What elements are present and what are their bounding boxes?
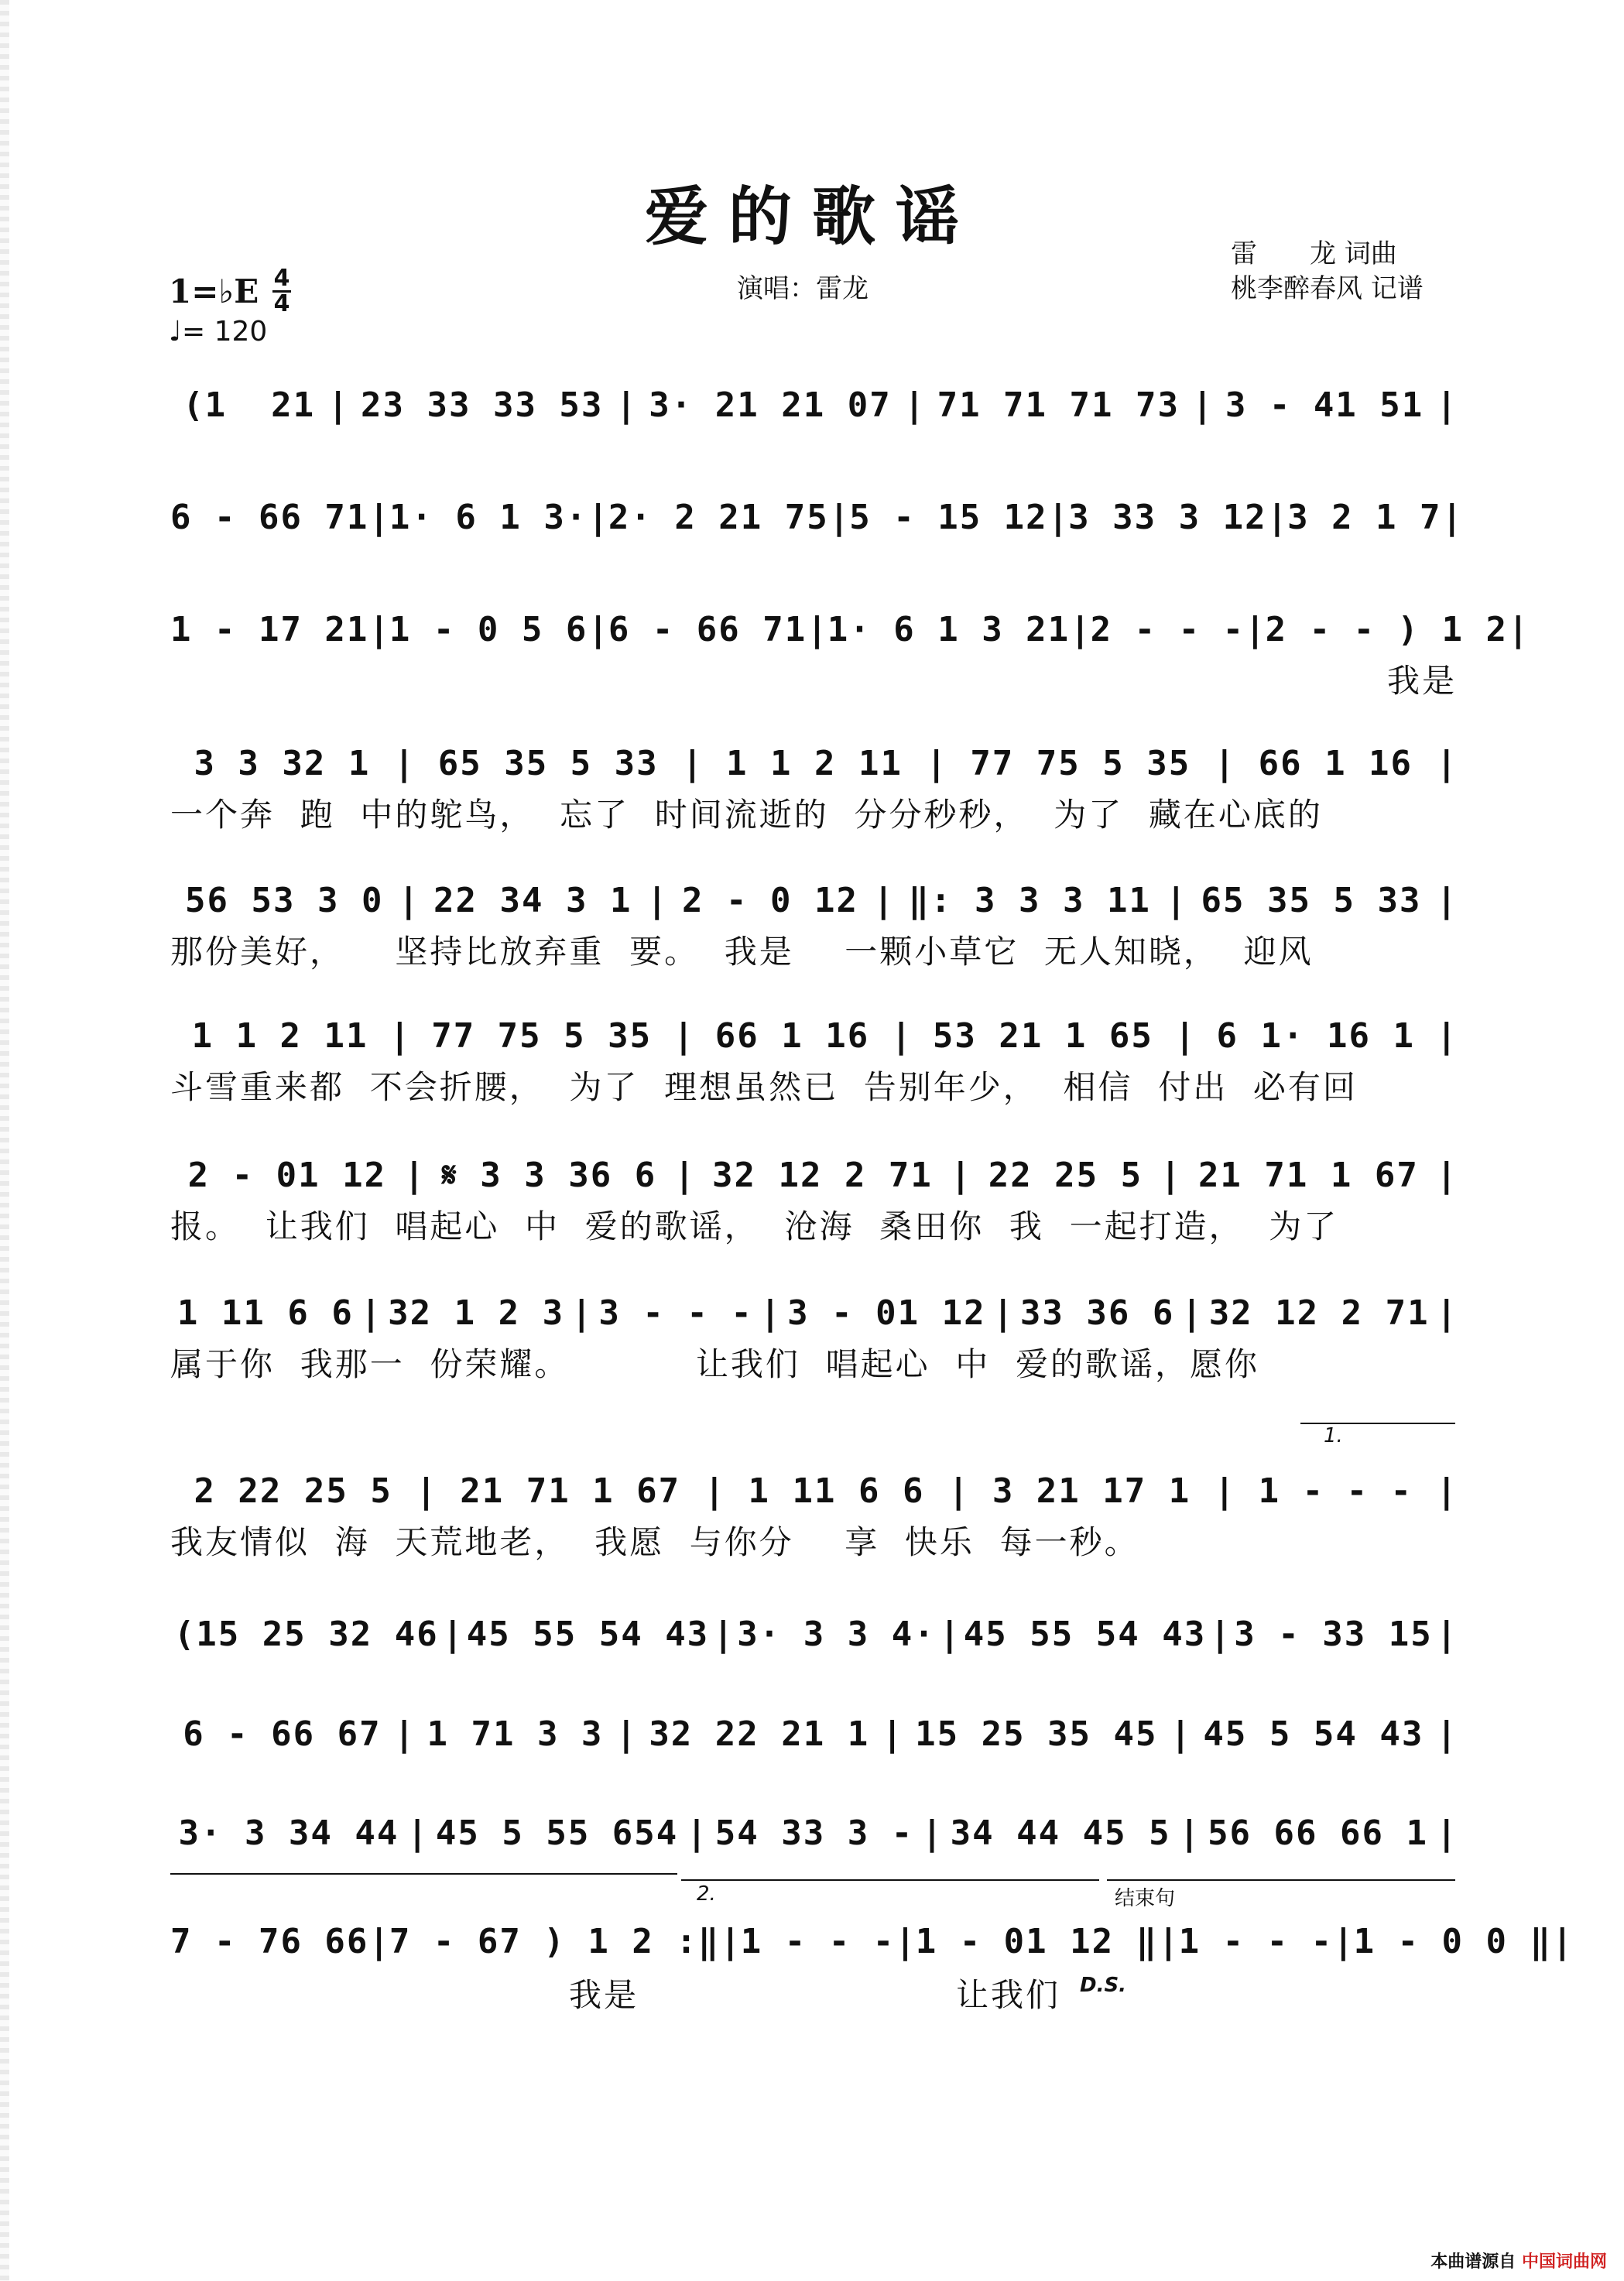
left-watermark-strip bbox=[0, 0, 9, 2281]
barline: | bbox=[1441, 497, 1463, 537]
barline: | bbox=[1333, 1921, 1354, 1961]
measure: 6 - 66 71 bbox=[608, 609, 807, 649]
measure: 1 - - - bbox=[1178, 1921, 1334, 1961]
barline: | bbox=[416, 1471, 437, 1511]
barline: | bbox=[1436, 880, 1457, 920]
barline: | bbox=[398, 880, 419, 920]
notation-system bbox=[170, 1291, 1457, 1334]
measure: 2· 2 21 75 bbox=[608, 497, 829, 537]
barline: | bbox=[393, 1714, 415, 1754]
barline: | bbox=[926, 743, 947, 783]
barline: | bbox=[1436, 1155, 1457, 1195]
volta-2-label: 2. bbox=[697, 1882, 716, 1906]
barline: | bbox=[615, 1714, 637, 1754]
barline: | bbox=[1214, 1471, 1235, 1511]
barline: | bbox=[673, 1015, 694, 1056]
lyric-line: 属于你 我那一 份荣耀。 让我们 唱起心 中 爱的歌谣，愿你 bbox=[170, 1345, 1260, 1383]
notation-system bbox=[170, 495, 1463, 539]
source-footer bbox=[1430, 2248, 1607, 2272]
measure: 5 - 15 12 bbox=[849, 497, 1048, 537]
barline: | bbox=[759, 1293, 781, 1333]
measure: 45 5 54 43 bbox=[1203, 1714, 1424, 1754]
ending-label: 结束句 bbox=[1115, 1887, 1176, 1910]
barline: | bbox=[442, 1614, 463, 1654]
barline: | bbox=[1181, 1293, 1202, 1333]
measure: 77 75 5 35 bbox=[431, 1015, 653, 1056]
lyric-line: 那份美好， 坚持比放弃重 要。 我是 一颗小草它 无人知晓， 迎风 bbox=[170, 933, 1314, 971]
notation-system bbox=[170, 878, 1457, 922]
transcriber-credit: 桃李醉春风 记谱 bbox=[1231, 273, 1424, 304]
singer-credit: 演唱：雷龙 bbox=[737, 273, 869, 304]
time-top: 4 bbox=[273, 265, 290, 292]
barline: | bbox=[368, 1921, 389, 1961]
song-title: 爱的歌谣 bbox=[644, 180, 979, 254]
barline: | bbox=[389, 1015, 410, 1056]
barline: | bbox=[1436, 743, 1457, 783]
dal-segno-mark: D.S. bbox=[1080, 1974, 1127, 1997]
barline: | bbox=[403, 1155, 425, 1195]
barline: | bbox=[873, 880, 894, 920]
measure: 1 11 6 6 bbox=[748, 1471, 925, 1511]
lyric-line: 报。 让我们 唱起心 中 爱的歌谣， 沧海 桑田你 我 一起打造， 为了 bbox=[170, 1207, 1339, 1245]
measure: 32 12 2 71 bbox=[712, 1155, 933, 1195]
lyric-line: 我友情似 海 天荒地老， 我愿 与你分 享 快乐 每一秒。 bbox=[170, 1523, 1139, 1561]
measure: 3 - 41 51 bbox=[1225, 385, 1424, 425]
lyric-line: 斗雪重来都 不会折腰， 为了 理想虽然已 告别年少， 相信 付出 必有回 bbox=[170, 1068, 1358, 1106]
measure: 1 71 3 3 bbox=[427, 1714, 604, 1754]
measure: 6 1· 16 1 bbox=[1216, 1015, 1415, 1056]
measure: 1 - 0 5 6 bbox=[389, 609, 588, 649]
measure: 2 - 0 12 bbox=[682, 880, 858, 920]
measure: 66 1 16 bbox=[1258, 743, 1413, 783]
measure: 54 33 3 - bbox=[714, 1813, 914, 1853]
measure: 71 71 71 73 bbox=[937, 385, 1180, 425]
measure: 1 - 17 21 bbox=[170, 609, 369, 649]
barline: | bbox=[1047, 497, 1069, 537]
lyric-line: 一个奔 跑 中的鸵鸟， 忘了 时间流逝的 分分秒秒， 为了 藏在心底的 bbox=[170, 796, 1323, 834]
barline: | bbox=[921, 1813, 943, 1853]
measure: 65 35 5 33 bbox=[1201, 880, 1422, 920]
measure: 45 55 54 43 bbox=[466, 1614, 710, 1654]
measure: 23 33 33 53 bbox=[361, 385, 604, 425]
measure: 33 36 6 bbox=[1019, 1293, 1175, 1333]
barline: | bbox=[1174, 1015, 1195, 1056]
barline: | bbox=[890, 1015, 912, 1056]
measure: 32 12 2 71 bbox=[1208, 1293, 1430, 1333]
barline: | bbox=[686, 1813, 708, 1853]
measure: 6 - 66 71 bbox=[170, 497, 369, 537]
barline: | bbox=[1436, 1471, 1457, 1511]
barline: | bbox=[950, 1155, 971, 1195]
measure: 1 1 2 11 bbox=[191, 1015, 368, 1056]
measure: 𝄋 3 3 36 6 bbox=[441, 1155, 657, 1195]
notation-system bbox=[170, 608, 1529, 651]
notation-system bbox=[170, 1712, 1457, 1755]
barline: | bbox=[1214, 743, 1235, 783]
barline: | bbox=[1508, 609, 1529, 649]
measure: 1 - 0 0 ‖ bbox=[1353, 1921, 1552, 1961]
barline: | bbox=[1436, 1614, 1458, 1654]
measure: 1 1 2 11 bbox=[726, 743, 903, 783]
lyricist-credit: 雷 龙 词曲 bbox=[1231, 238, 1397, 269]
barline: | bbox=[571, 1293, 592, 1333]
measure: 32 1 2 3 bbox=[388, 1293, 565, 1333]
measure: 7 - 76 66 bbox=[170, 1921, 369, 1961]
notation-system bbox=[170, 1469, 1457, 1512]
barline: | bbox=[947, 1471, 969, 1511]
barline: | bbox=[1179, 1813, 1200, 1853]
notation-system bbox=[170, 383, 1457, 426]
barline: | bbox=[1436, 1714, 1458, 1754]
notation-system bbox=[170, 1612, 1457, 1656]
measure: 45 55 54 43 bbox=[963, 1614, 1207, 1654]
measure: 77 75 5 35 bbox=[970, 743, 1191, 783]
barline: | bbox=[588, 609, 608, 649]
footer-source: 本曲谱源自 bbox=[1430, 2252, 1516, 2272]
measure: 22 34 3 1 bbox=[433, 880, 632, 920]
barline: | bbox=[1210, 1614, 1231, 1654]
barline: | bbox=[1436, 1015, 1458, 1056]
measure: 3 2 1 7 bbox=[1287, 497, 1442, 537]
measure: 1 11 6 6 bbox=[176, 1293, 354, 1333]
measure: 15 25 35 45 bbox=[915, 1714, 1158, 1754]
measure: 2 - 01 12 bbox=[187, 1155, 387, 1195]
ending-bracket bbox=[1107, 1879, 1455, 1881]
barline: | bbox=[682, 743, 703, 783]
barline: | bbox=[368, 497, 389, 537]
volta-1-label: 1. bbox=[1324, 1424, 1343, 1447]
measure: 3 - 01 12 bbox=[787, 1293, 986, 1333]
measure: 21 71 1 67 bbox=[1197, 1155, 1419, 1195]
barline: | bbox=[704, 1471, 725, 1511]
volta-2-bracket bbox=[681, 1879, 1099, 1881]
measure: (1 21 bbox=[183, 385, 316, 425]
barline: | bbox=[1170, 1714, 1191, 1754]
measure: 3· 3 3 4· bbox=[737, 1614, 936, 1654]
final-lyric-b: 让我们 bbox=[956, 1976, 1061, 2014]
measure: 66 1 16 bbox=[714, 1015, 870, 1056]
notation-system bbox=[170, 741, 1457, 785]
barline: | bbox=[360, 1293, 382, 1333]
barline: | bbox=[1158, 1921, 1179, 1961]
barline: | bbox=[615, 385, 637, 425]
measure: 56 53 3 0 bbox=[185, 880, 384, 920]
measure: 21 71 1 67 bbox=[460, 1471, 681, 1511]
measure: 7 - 67 ) 1 2 :‖ bbox=[389, 1921, 721, 1961]
barline: | bbox=[327, 385, 348, 425]
barline: | bbox=[393, 743, 415, 783]
measure: 53 21 1 65 bbox=[932, 1015, 1153, 1056]
barline: | bbox=[1436, 1293, 1458, 1333]
tempo-mark: ♩= 120 bbox=[169, 316, 268, 348]
measure: 3· 3 34 44 bbox=[178, 1813, 399, 1853]
barline: | bbox=[903, 385, 925, 425]
measure: 3 - 33 15 bbox=[1234, 1614, 1433, 1654]
key-signature: 1=♭E bbox=[169, 272, 259, 310]
barline: | bbox=[588, 497, 608, 537]
barline: | bbox=[406, 1813, 428, 1853]
barline: | bbox=[646, 880, 667, 920]
barline: | bbox=[1070, 609, 1091, 649]
barline: | bbox=[939, 1614, 960, 1654]
measure: (15 25 32 46 bbox=[173, 1614, 439, 1654]
measure: 3· 21 21 07 bbox=[649, 385, 892, 425]
measure: 2 - - - bbox=[1090, 609, 1245, 649]
measure: 32 22 21 1 bbox=[649, 1714, 870, 1754]
notation-system bbox=[170, 1920, 1573, 1963]
barline: | bbox=[1436, 1813, 1457, 1853]
measure: 65 35 5 33 bbox=[437, 743, 659, 783]
footer-site: 中国词曲网 bbox=[1521, 2252, 1607, 2272]
barline: | bbox=[1266, 497, 1288, 537]
measure: 56 66 66 1 bbox=[1208, 1813, 1428, 1853]
measure: 34 44 45 5 bbox=[950, 1813, 1171, 1853]
measure: 1· 6 1 3· bbox=[389, 497, 588, 537]
barline: | bbox=[1551, 1921, 1573, 1961]
barline: | bbox=[882, 1714, 903, 1754]
barline: | bbox=[1165, 880, 1187, 920]
barline: | bbox=[368, 609, 389, 649]
notation-system bbox=[170, 1153, 1457, 1197]
barline: | bbox=[1436, 385, 1457, 425]
measure: 3 - - - bbox=[598, 1293, 753, 1333]
barline: | bbox=[673, 1155, 695, 1195]
time-bottom: 4 bbox=[273, 290, 290, 317]
notation-system bbox=[170, 1811, 1457, 1855]
repeat-line bbox=[170, 1873, 677, 1875]
lyric-line: 我是 bbox=[1386, 662, 1457, 700]
barline: | bbox=[1192, 385, 1213, 425]
measure: 1 - 01 12 ‖ bbox=[915, 1921, 1159, 1961]
measure: 6 - 66 67 bbox=[183, 1714, 382, 1754]
measure: 3 3 32 1 bbox=[194, 743, 371, 783]
measure: 1 - - - bbox=[740, 1921, 896, 1961]
measure: 1· 6 1 3 21 bbox=[827, 609, 1071, 649]
measure: 3 33 3 12 bbox=[1068, 497, 1267, 537]
measure: 45 5 55 654 bbox=[435, 1813, 679, 1853]
measure: 3 21 17 1 bbox=[992, 1471, 1191, 1511]
barline: | bbox=[712, 1614, 734, 1654]
barline: | bbox=[807, 609, 827, 649]
notation-system bbox=[170, 1014, 1457, 1057]
barline: | bbox=[1160, 1155, 1181, 1195]
measure: 2 22 25 5 bbox=[194, 1471, 392, 1511]
measure: 22 25 5 bbox=[988, 1155, 1143, 1195]
barline: | bbox=[1245, 609, 1266, 649]
measure: ‖: 3 3 3 11 bbox=[908, 880, 1151, 920]
barline: | bbox=[992, 1293, 1014, 1333]
measure: 1 - - - bbox=[1258, 1471, 1413, 1511]
barline: | bbox=[895, 1921, 916, 1961]
barline: | bbox=[720, 1921, 741, 1961]
barline: | bbox=[828, 497, 850, 537]
measure: 2 - - ) 1 2 bbox=[1265, 609, 1509, 649]
final-lyric-a: 我是 bbox=[569, 1976, 639, 2014]
time-signature bbox=[272, 267, 291, 316]
